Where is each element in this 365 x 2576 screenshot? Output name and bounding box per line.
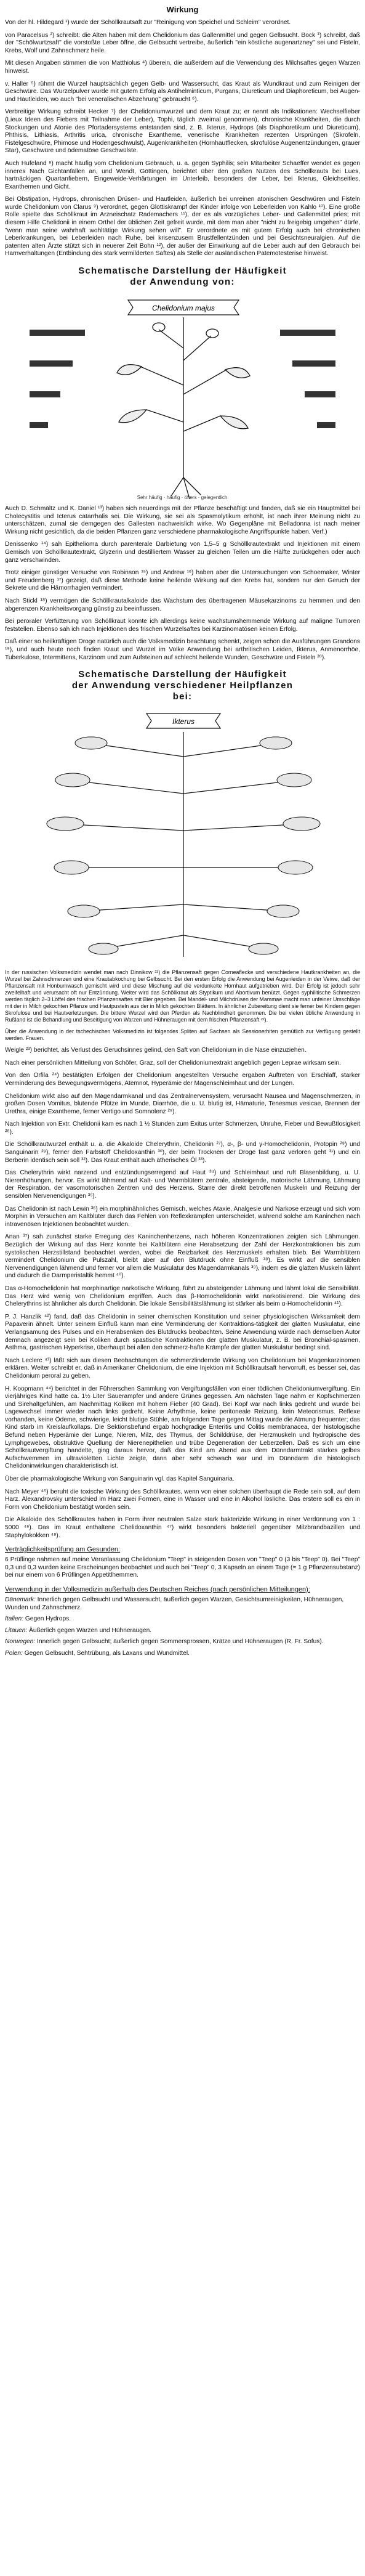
figure-2-caption: [5, 969, 360, 1042]
folk-medicine-section: [5, 1586, 360, 1658]
paragraph: Das Chelidonin ist nach Lewin ³⁶) ein morphinähnliches Gemisch, welches Ataxie, Analgesie und Narkose erzeugt und sich vom Morphin in Versuchen am Kaltblüter durch das Fehlen von Reflexkrämpfen unterscheidet, während solche am Kaninchen nach intravenösen Injektionen beobachtet wurden.: [5, 1205, 360, 1228]
paragraph: Verbreitige Wirkung schreibt Hecker ⁷) der Chelidoniumwurzel und dem Kraut zu; er nennt als Indikationen: Wechselfieber (Lieux Ideen des Fiebers mit Teilnahme der Leber), Tophi, täglich zweimal genommen), chronische Krankheiten, die durch Stockungen und Atonie des Pfortadersystems entstanden sind, z. B. Ikterus, Hydrops (als Diaphoretikum und Diureticum), Phthisis, Lithiasis, Arthritis urica, chronische Exantheme, veneriische Krankheiten rezenten Ursprüngen (Skrofeln, Fistelgeschwüre, Phimose und Hodengeschwulst), Augenkrankheiten (Hornhautflecken, skrofulöse Augenentzündungen, grauer Star), Geschwüre und ödematöse Geschwülste.: [5, 108, 360, 155]
paragraph: Nach Stickl ¹⁸) vermögen die Schöllkrautalkaloide das Wachstum des übertragenen Mäusekarzinoms zu hemmen und den abgerenzen Krankheitsvorgang günstig zu beeinflussen.: [5, 597, 360, 612]
country-entry: [5, 1615, 360, 1623]
figure-1-title-line: Schematische Darstellung der Häufigkeit: [78, 266, 287, 277]
paragraph: Das Chelerythrin wirkt narzend und entzündungserregend auf Haut ³⁴) und Schleimhaut und ruft Blasenbildung, u. U. Nierenhöhungen, hervor. Es wirkt lähmend auf Kalt- und Warmblütern zentrale, absteigende, motorische Lähmung, Lähmung der Respiration, der vasomotorischen Zentren und des Herzens. Starre der direkt betroffenen Muskeln und Reizung der sensiblen Nervenendigungen ³⁵).: [5, 1169, 360, 1200]
figure-1-banner: [128, 300, 239, 315]
figure-1-legend: Sehr häufig · häufig · öfters · gelegentlich: [137, 495, 228, 501]
paragraph: Trotz einiger günstiger Versuche von Robinson ¹⁵) und Andrew ¹⁶) haben aber die Untersuchungen von Schoemaker, Winter und Freudenberg ¹⁷) gezeigt, daß diese Methode keine heilende Wirkung auf den Krebs hat, sondern nur den Geruch der Sekrete und die Hämorrhagien vermindert.: [5, 569, 360, 592]
country-name: Norwegen:: [5, 1638, 36, 1646]
folk-medicine-heading: Verwendung in der Volksmedizin außerhalb des Deutschen Reiches (nach persönlichen Mitteilungen):: [5, 1585, 310, 1593]
paragraph: Von den Orfila ²⁴) bestätigten Erfolgen der Chelidonium angestellten Versuche ergaben Auftreten von Erschlaff, starker Verminderung des Bewegungsvermögens, Atemnot, Hyperämie der Magenschleimhaut und der Lungen.: [5, 1072, 360, 1087]
country-text: Gegen Hydrops.: [25, 1615, 71, 1623]
frequency-bar: [30, 391, 60, 397]
bottom-section: [5, 1047, 360, 1540]
figure-1-banner-text: Chelidonium majus: [151, 304, 215, 313]
country-text: Äußerlich gegen Warzen und Hühneraugen.: [29, 1627, 152, 1634]
country-entry: [5, 1638, 360, 1646]
paragraph: Von der hl. Hildegard ¹) wurde der Schöllkrautsaft zur "Reinigung von Speichel und Schleim" verordnet.: [5, 19, 291, 26]
paragraph: Weigle ²³) berichtet, als Verlust des Geruchsinnes gelind, den Saft von Chelidonium in die Nase einzuziehen.: [5, 1047, 307, 1054]
paragraph: Das α-Homochelidonin hat morphinartige narkotische Wirkung, führt zu absteigender Lähmung und lähmt lokal die Sensibilität. Das Herz wird wenig von Chelidonium ergriffen. Auch das β-Homochelidonin wirkt narkotisierend. Die Wirkung des Chelerythrins ist ähnlicher als durch Chelidonin. Die lokale Sensibilitätslähmung ist stärker als beim α-Homochelidonin ⁴¹).: [5, 1285, 360, 1308]
figure-2-title-line: der Anwendung verschiedener Heilpflanzen: [71, 680, 294, 691]
paragraph: Chelidonium wirkt also auf den Magendarmkanal und das Zentralnervensystem, verursacht Nausea und Magenschmerzen, in großen Dosen Vomitus, blutende Pfütze im Munde, Diarrhöe, die u. U. blutig ist, Hämaturie, Tenesmus vesicae, Brennen der Urethra, einige Exantheme, ferner Vertigo und Somnolenz ²⁵).: [5, 1092, 360, 1115]
figure-1-illustration: [5, 293, 360, 502]
paragraph: Mit diesen Angaben stimmen die von Matthiolus ⁴) überein, die außerdem auf die Verwendung des Milchsaftes gegen Warzen hinweist.: [5, 60, 360, 75]
paragraph: Die Schöllkrautwurzel enthält u. a. die Alkaloide Chelerythrin, Chelidonin ²⁷), α-, β- und γ-Homochelidonin, Protopin ²⁸) und Sanguinarin ²⁹), ferner den Farbstoff Chelidoxanthin ³⁰), der beim Trocknen der Droge fast ganz verloren geht ³¹) und ein Berberin identisch sein soll ³²). Das Kraut enthält auch ätherisches Öl ³³).: [5, 1141, 360, 1164]
country-name: Italien:: [5, 1615, 24, 1623]
figure-1: [5, 266, 360, 505]
paragraph: Nach Leclerc ⁴³) läßt sich aus diesen Beobachtungen die schmerzlindernde Wirkung von Chelidonium bei Magenkarzinomen erklären. Weiter schreibt er, daß in Amerikaner Chelidonium, die eine Injektion mit Schöllkrautsaft hervorruft, es besser sei, das Chelidonium peroral zu geben.: [5, 1357, 360, 1379]
figure-2-title-line: Schematische Darstellung der Häufigkeit: [78, 669, 287, 680]
paragraph: v. Haller ⁵) rühmt die Wurzel hauptsächlich gegen Gelb- und Wassersucht, das Kraut als Wundkraut und zum Reinigen der Geschwüre. Das Wurzelpulver wurde mit gutem Erfolg als Antihelminticum, Purgans, Diureticum und Diaphoreticum, bei Augen- und Hautleiden, wo auch "bei veneralischen Abzehrung" gebraucht ⁶).: [5, 80, 360, 103]
country-name: Dänemark:: [5, 1596, 36, 1603]
figure-2-illustration: [5, 707, 360, 966]
figure-1-title: [5, 266, 360, 288]
frequency-bar: [30, 330, 85, 336]
figure-2: [5, 669, 360, 969]
paragraph: Die Alkaloide des Schöllkrautes haben in Form ihrer neutralen Salze stark bakterizide Wirkung in einer Verdünnung von 1 : 5000 ⁴⁶). Das im Kraut enthaltene Chelidoxanthin ⁴⁷) wirkt besonders bakteriell gegenüber Milzbrandbazillen und Staphylokokken ⁴⁸).: [5, 1516, 360, 1539]
intro-section: [5, 19, 360, 258]
paragraph: Bei peroraler Verfütterung von Schöllkraut konnte ich allerdings keine wachstumshemmende Wirkung auf maligne Tumoren feststellen. Ebenso sah ich nach Injektionen des frischen Wurzelsaftes bei Karzinomatösen keinen Erfolg.: [5, 618, 360, 633]
paragraph: P. J. Hanzlik ⁴²) fand, daß das Chelidonin in seiner chemischen Konstitution und seiner physiologischen Wirksamkeit dem Papaverin ähnelt. Unter seinem Einfluß kann man eine Verminderung der Kontraktions-tätigkeit der glatten Muskulatur, eine Verlangsamung des Pulses und ein Herabsenken des Blutdrucks beobachten. Seine Anwendung würde nach demselben Autor demnach angezeigt sein bei Koliken durch spastische Kontraktionen der glatten Muskulatur, z. B. bei Bronchial-spasmen, Asthma, gastrischen Hyperkrise, überhaupt bei allen den schmerz-hafte Krämpfe der glatten Muskulatur bedingt sind.: [5, 1313, 360, 1352]
country-name: Litauen:: [5, 1627, 28, 1634]
figure-1-title-line: der Anwendung von:: [130, 277, 235, 288]
middle-section: [5, 505, 360, 662]
frequency-bar: [292, 360, 335, 367]
paragraph: Denissenko ¹⁴) sah Epithelioma durch parenterale Darbietung von 1,5–5 g Schöllkrautextrakt und Injektionen mit einem Gemisch von Schöllkrautextrakt, Glyzerin und destilliertem Wasser zu gleichen Teilen um die Hälfte zurückgehen oder auch ganz verschwinden.: [5, 541, 360, 564]
country-text: Gegen Gelbsucht, Sehtrübung, als Laxans und Wundmittel.: [24, 1649, 190, 1657]
paragraph: Nach einer persönlichen Mitteilung von Schöfer, Graz, soll der Chelidoniumextrakt angeblich gegen Leprae wirksam sein.: [5, 1059, 341, 1067]
frequency-bar: [30, 422, 48, 428]
country-entry: [5, 1596, 360, 1612]
paragraph: Nach Meyer ⁴⁵) beruht die toxische Wirkung des Schöllkrautes, wenn von einer solchen überhaupt die Rede sein soll, auf dem Harz. Alexandrovsky unterschied im Harz zwei Formen, eine in Wasser und eine in Alkohol lösliche. Das erstere soll es ein in Form von Chelidonium bestätigt worden sein.: [5, 1488, 360, 1511]
caption-paragraph: Über die Anwendung in der tschechischen Volksmedizin ist folgendes Spliten auf Sachsen als Sessionerhiten gemütlich zur Verfügung gestellt werden. Frauen.: [5, 1028, 360, 1042]
frequency-bar: [30, 360, 73, 367]
paragraph: Anan ³⁷) sah zunächst starke Erregung des Kaninchenherzens, nach höheren Konzentrationen zeigten sich Lähmungen. Bezüglich der Wirkung auf das Herz konnte bei Kaltblütern eine Herabsetzung der Zahl der Herzkontraktionen bis zum systolischen Herzstillstand beobachtet werden, wobei die Reizbarkeit des Herzmuskels erhalten blieb. Bei Warmblütern vermindert Chelidonium die Pulszahl, bleibt aber auf den Blutdruck ohne Einfluß ³⁸). Es wirkt auf die sensiblen Nervenendigungen lähmend und ferner vor allem die Muskulatur des Magendarmkanals ³⁹), indem es die glatten Muskeln lähmt und dadurch die Darmperistaltik hemmt ⁴⁰).: [5, 1233, 360, 1280]
paragraph: Daß einer so heilkräftigen Droge natürlich auch die Volksmedizin beachtung schenkt, zeigen schon die Ausführungen Grandons ¹⁹), und auch heute noch finden Kraut und Wurzel im Volke Anwendung bei arthritischen Leiden, Ikterus, Anmenorrhöe, Tuberkulose, Intermittens, Karzinom und zum Aufsteinen auf schlecht heilende Wunden, Geschwüre und Fisteln ²⁰).: [5, 638, 360, 661]
clinical-heading: Verträglichkeitsprüfung am Gesunden:: [5, 1546, 121, 1554]
paragraph: Über die pharmakologische Wirkung von Sanguinarin vgl. das Kapitel Sanguinaria.: [5, 1476, 235, 1483]
paragraph: von Paracelsus ²) schreibt: die Alten haben mit dem Chelidonium das Gallenmittel und gegen Gelbsucht. Bock ³) schreibt, daß der "Schölwurtzsaft" die vorstoßte Leber öffne, die Gelbsucht vertreibe, äußerlich "ein köstliche augenartzney" sei und Fisteln, Krebs, Wolf und Zahnschmerz heile.: [5, 31, 360, 54]
figure-2-title: [5, 669, 360, 702]
frequency-bar: [317, 422, 335, 428]
figure-2-banner: [146, 713, 220, 728]
frequency-bar: [305, 391, 335, 397]
figure-2-title-line: bei:: [172, 691, 193, 702]
clinical-section: [5, 1546, 360, 1580]
frequency-bar: [280, 330, 335, 336]
figure-2-banner-text: Ikterus: [172, 717, 195, 726]
caption-paragraph: In der russischen Volksmedizin wendet man nach Dinnikow ²¹) die Pflanzensaft gegen Corneaflecke und verschiedene Hautkrankheiten an, die Wurzel bei Zahnschmerzen und eine Krautabkochung bei Gelbsucht. Bei den ersten Erfolg die Anwendung bei Augenleiden in der Veiwe, daß der Pflanzensaft mit Honbumwasch gemischt wird und diese Mischung auf die verdunkelte Hornhaut aufgetrieben wird. Der Erfolg ist jedoch sehr zweifelhaft und verursacht oft nur Entzündung. Weiter wird das Schöllkraut als Styptikum und Abortivum benützt. Gegen syphilitische Schmerzen werden täglich 2–3 Löffel des frischen Pflanzensaftes mit Bier gegeben. Bei Mandel- und Milchdrüsen der Mammae macht man unfeiner Umschläge mit der in Milch gekochten Pflanze und Hautpusteln aus der in Milch gekochten Blättern. In ähnlicher Zubereitung dient sie ferner bei Kindern gegen Skrofulose und bei Hautverletzungen. Die bittere Wurzel wird den Pferden als Nachblindheit genommen. Die bei vielen übliche Anwendung in Rußland ist die Behandlung und Beseitigung von Warzen und Hühneraugen mit dem frischen Pflanzensaft ²²).: [5, 969, 360, 1023]
paragraph: Nach Injektion von Extr. Chelidonii kam es nach 1 ½ Stunden zum Exitus unter Schmerzen, Unruhe, Fieber und Bewußtlosigkeit ²⁶).: [5, 1121, 360, 1136]
country-text: Innerlich gegen Gelbsucht und Wassersucht, äußerlich gegen Warzen, Gesichtsumreinigkeiten, Hühneraugen, Wunden und Zahnschmerz.: [5, 1596, 344, 1611]
paragraph: H. Koopmann ⁴⁴) berichtet in der Führerschen Sammlung von Vergiftungsfällen von einer tödlichen Chelidoniumvergiftung. Ein vierjähriges Kind hatte ca. 1½ Liter Sauerampfer und andere Grünes gegessen. Am nächsten Tage nahm er Kopfschmerzen und Sirehaltgefühlen, am Nachmittag Koliken mit hohem Fieber (40 Grad). Bei Kopf war nach links gedreht und wurde bei Lagewechsel immer wieder nach links gedreht. Keine Arhythmie, keine peritoneale Reizung, kein Meteorismus. Reflexe vorhanden, keine Ödeme, schwierige, leicht blutige Stühle, am folgenden Tage gegen Mittag wurde die Atmung frequenter; das Kind starb im Kreislaufkollaps. Die Sektionsbefund ergab hochgradige Enteritis und Colitis membranacea, der histologische Befund neben Hyperämie der Lunge, Nieren, Milz, des Thymus, der Schilddrüse, der Herzmuskeln und hydropische des Lymphgewebes, obstruktive Quellung der Nierenepithelien und trübe Degeneration der Leberzellen. Daß es sich um eine Schöllkrautvergiftung handelte, ging daraus hervor, daß das Kind am Abend aus dem Dünndarmtrakt starkes gelbes Aufschwemmen im ultravioletten Lichte zeigte, dann aber sehr schwach war und im Dünndarm die histologisch Chelidoninwirkungen charakteristisch ist.: [5, 1385, 360, 1470]
page-title: Wirkung: [166, 5, 199, 14]
country-entry: [5, 1627, 360, 1635]
country-name: Polen:: [5, 1649, 23, 1657]
paragraph: Auch Hufeland ⁸) macht häufig vom Chelidonium Gebrauch, u. a. gegen Syphilis; sein Mitarbeiter Schaeffer wendet es gegen inneres Nach Gichtanfällen an, und Wendt, Göttingen, berichtet über den großen Nutzen des Schöllkrauts bei Lues, hartnäckigen Quartanfiebern, Eingeweide-Verhärtungen im Unterleib, besonders der Leber, bei Ikterus, Gleichseitles, Exanthemen und Gicht.: [5, 160, 360, 190]
country-entry: [5, 1650, 360, 1658]
clinical-text: 6 Prüflinge nahmen auf meine Veranlassung Chelidonium "Teep" in steigenden Dosen von "Teep" 0 (3 bis "Teep" 0). Bei "Teep" 0,3 und 0,3 wurden keine Erscheinungen beobachtet und auch bei "Teep" 0, 3 Kapseln an einem Tage (= 1 g Pflanzensubstanz) bei nur einem von 6 Prüflingen Appetitlhemmen.: [5, 1556, 360, 1579]
paragraph: Auch D. Schmältz und K. Daniel ¹³) haben sich neuerdings mit der Pflanze beschäftigt und fanden, daß sie ein Hauptmittel bei Cholecystitis und Icterus catarrhalis sei. Die Wirkung, sie sei als Spasmolytikum erhöhlt, ist nach ihrer Meinung nicht zu unterschätzen, zumal sie demgegen des Gallesten nachweislich wirke. Wo Gegenpläne mit Belladonna ist nach meiner Wirkung nicht gesichtlich, da die beiden Pflanzen ganz verschiedene pharmakologische Angriffspunkte haben. Verf.): [5, 505, 360, 535]
country-text: Innerlich gegen Gelbsucht; äußerlich gegen Sommersprossen, Krätze und Hühneraugen (R. Fr. Sofus).: [37, 1638, 324, 1646]
paragraph: Bei Obstipation, Hydrops, chronischen Drüsen- und Hautleiden, äußerlich bei unreinen atonischen Geschwüren und Fisteln wurde Chelidonium von Clarus ⁹) verordnet, gegen Glottiskrampf der Kinder infolge von Leberleiden von Kahlo ¹⁰). Eine große Rolle spielte das Schöllkraut im Arzneischatz Rademachers ¹¹), der es als vorzügliches Leber- und Gallenmittel pries; mit diesem Hilfe Chelidonii in einem Orthel der üblichen Zeit gefreit wurde, mit dem man aber "nicht zu freigebig umgehen" dürfe, "wenn man seine wahrhaft wohltätige Wirkung sehen will". Er verordnete es mit gutem Erfolg auch bei chronischen Leberkrankungen, bei Leberleiden nach Ruhe, bei krisenzusem Brustfellentzünden und bei Gesichtsneuralgien. Auf die patenten alten Ärzte stützt sich in neuerer Zeit Bohn ¹²), der außer der Einwirkung auf die Leber auch auf den Gebrauch bei Harnverhaltungen (Entbindung des stark vermilderten Saftes) als Stelle der ausländischen Patemotesterise hinweist.: [5, 196, 360, 258]
